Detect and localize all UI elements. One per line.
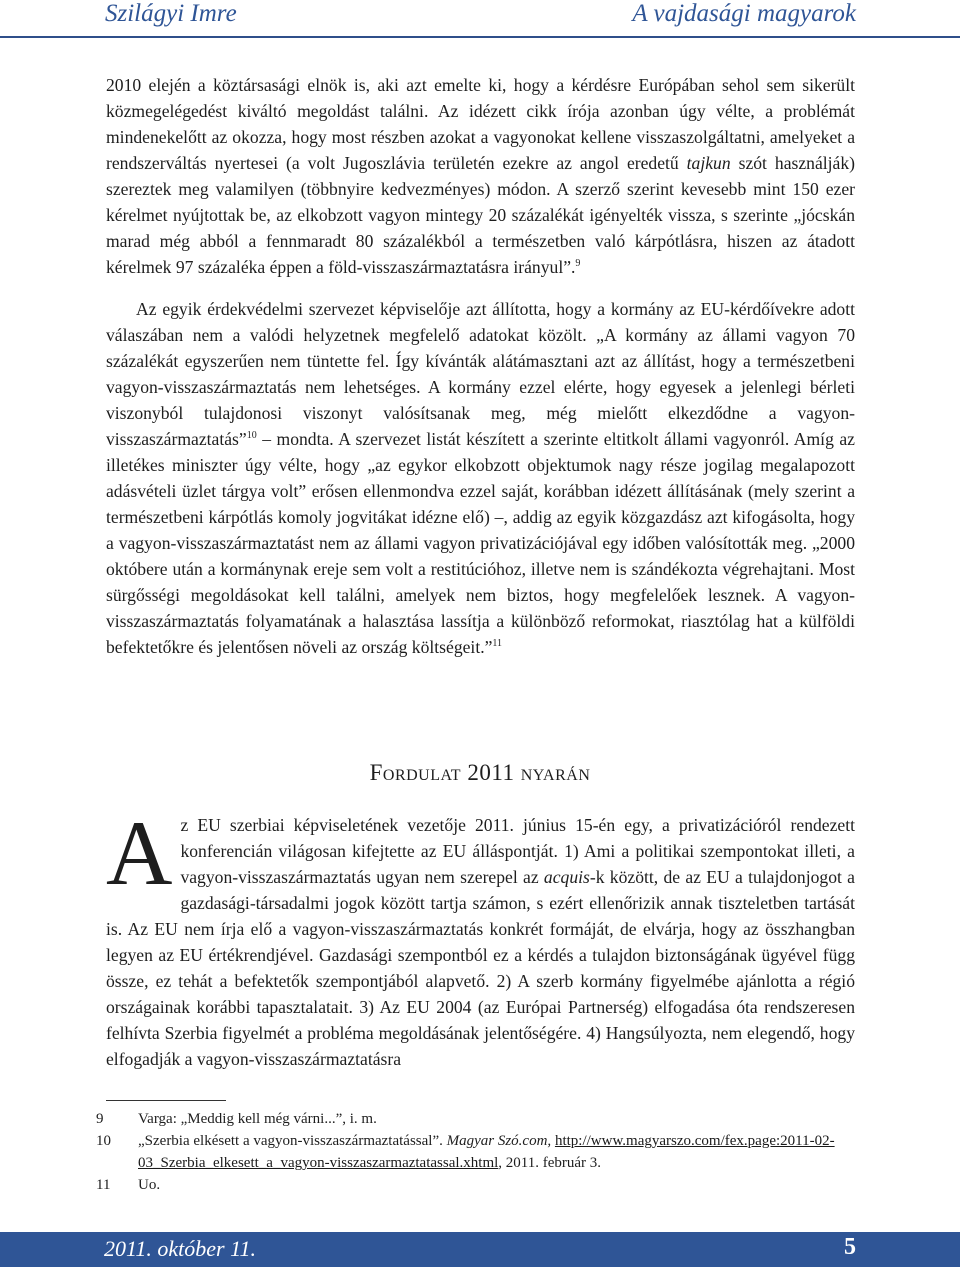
footnote-link[interactable]: http://www.magyarszo.com/fex.page:2011-02-03_Szerbia_elkesett_a_vagyon-visszaszarmaztatassal.xhtml	[138, 1133, 835, 1171]
footnote-text: Varga: „Meddig kell még várni...”, i. m.	[138, 1111, 377, 1127]
drop-cap: A	[106, 802, 173, 904]
footnote-text-pre: „Szerbia elkésett a vagyon-visszaszármaztatással”.	[138, 1133, 447, 1149]
paragraph-2-text-a: Az egyik érdekvédelmi szervezet képviselője azt állította, hogy a kormány az EU-kérdőívekre adott válaszában nem a valódi helyzetnek megfelelő adatokat közölt. „A kormány az állami vagyon 70 százalékát egyszerűen nem tüntette fel. Így kívánták alátámasztani azt az állítást, hogy a természetbeni vagyon-visszaszármaztatás nem lehetséges. A kormány ezzel elérte, hogy egyesek a jelenlegi bérleti viszonyból tulajdonosi viszonyt valósítsanak meg, még mielőtt elkezdődne a vagyon-visszaszármaztatás”	[106, 299, 855, 449]
header-author: Szilágyi Imre	[105, 0, 237, 27]
paragraph-2-text-b: – mondta. A szervezet listát készített a szerinte eltitkolt állami vagyonról. Amíg az illetékes miniszter úgy vélte, hogy „az egykor elkobzott objektumok nagy része jogilag megalapozott adásvételi üzlet tárgya volt” erősen ellenmondva ezzel saját, korábban idézett állításának (mely szerint a természetbeni kárpótlás komoly jogvitákat idézne elő) –, addig az egyik közgazdász azt kifogásolta, hogy a vagyon-visszaszármaztatást nem az állami vagyon privatizációjával egy időben valósították meg. „2000 októbere után a kormánynak ereje sem volt a restitúcióhoz, illetve nem is szándékozta végrehajtani. Most sürgősségi megoldásokat kell találni, amelyek nem biztos, hogy megfelelőek lesznek. A vagyon-visszaszármaztatás folyamatának a halasztása lassítja a különböző reformokat, riasztólag hat a külföldi befektetőkre és jelentősen növeli az ország költségeit.”	[106, 429, 855, 657]
paragraph-3-italic-term: acquis	[543, 867, 590, 887]
footer-date: 2011. október 11.	[104, 1236, 256, 1261]
page-number: 5	[844, 1234, 856, 1260]
header-title: A vajdasági magyarok	[632, 0, 856, 27]
footnote-divider	[106, 1100, 226, 1101]
paragraph-1-italic-term: tajkun	[686, 153, 731, 173]
footnote-number: 11	[96, 1177, 111, 1193]
paragraph-2	[106, 296, 855, 660]
footnote-text: Uo.	[138, 1177, 161, 1193]
footnotes	[96, 1108, 866, 1196]
paragraph-1	[106, 72, 855, 280]
paragraph-3-text-b: -k között, de az EU a tulajdonjogot a gazdasági-társadalmi jogok között tartja számon, s ezért ellenőrizik annak tiszteletben tartását is. Az EU nem írja elő a vagyon-visszaszármaztatás konkrét formáját, de elvárja, hogy az összhangban legyen az EU értékrendjével. Gazdasági szempontból ez a kérdés a tulajdon biztonságának ügyével függ össze, ez tehát a befektetők szempontjából alapvető. 2) A szerb kormány figyelmébe ajánlotta a régió országainak korábbi tapasztalatait. 3) Az EU 2004 (az Európai Partnerség) elfogadása óta rendszeresen felhívta Szerbia figyelmét a probléma megoldásának jelentőségére. 4) Hangsúlyozta, nem elegendő, hogy elfogadják a vagyon-visszaszármaztatásra	[106, 867, 855, 1069]
paragraph-1-text-b: szót használják) szereztek meg valamilyen (többnyire kedvezményes) módon. A szerző szerint kevesebb mint 150 ezer kérelmet nyújtottak be, az elkobzott vagyon mintegy 20 százalékát igényelték vissza, s szerinte „jócskán marad még abból a fennmaradt 80 százalékból a természetben való kárpótlásra, hiszen az átadott kérelmek 97 százaléka éppen a föld-visszaszármaztatásra irányul”.	[106, 153, 856, 277]
footnote-9	[96, 1108, 866, 1130]
page-footer	[0, 1232, 960, 1267]
footnote-number: 9	[96, 1111, 104, 1127]
footnote-10	[96, 1130, 866, 1174]
footnote-text-post: , 2011. február 3.	[498, 1155, 602, 1171]
footnote-source: Magyar Szó.com,	[446, 1133, 552, 1149]
footnote-number: 10	[96, 1133, 111, 1149]
footnote-11	[96, 1174, 866, 1196]
paragraph-3	[106, 802, 855, 1072]
section-heading: Fordulat 2011 nyarán	[369, 760, 591, 785]
footnote-ref-11[interactable]: 11	[492, 638, 503, 650]
paragraph-1-text-a: 2010 elején a köztársasági elnök is, aki azt emelte ki, hogy a kérdésre Európában sehol sem sikerült közmegelégedést kiváltó megoldást találni. Az idézett cikk írója azonban úgy vélte, a problémát mindenekelőtt az okozza, hogy most részben azokat a vagyonokat kellene visszaszolgáltatni, amelyeket a rendszerváltás nyertesei (a volt Jugoszlávia területén ezekre az angol eredetű	[106, 75, 855, 173]
paragraph-3-text-a: z EU szerbiai képviseletének vezetője 2011. június 15-én egy, a privatizációról rendezett konferencián világosan kifejtette az EU álláspontját. 1) Ami a politikai szempontokat illeti, a vagyon-visszaszármaztatás ugyan nem szerepel az	[180, 815, 855, 887]
footnote-ref-10[interactable]: 10	[246, 430, 257, 442]
footnote-ref-9[interactable]: 9	[575, 258, 581, 270]
page-header	[0, 0, 960, 38]
